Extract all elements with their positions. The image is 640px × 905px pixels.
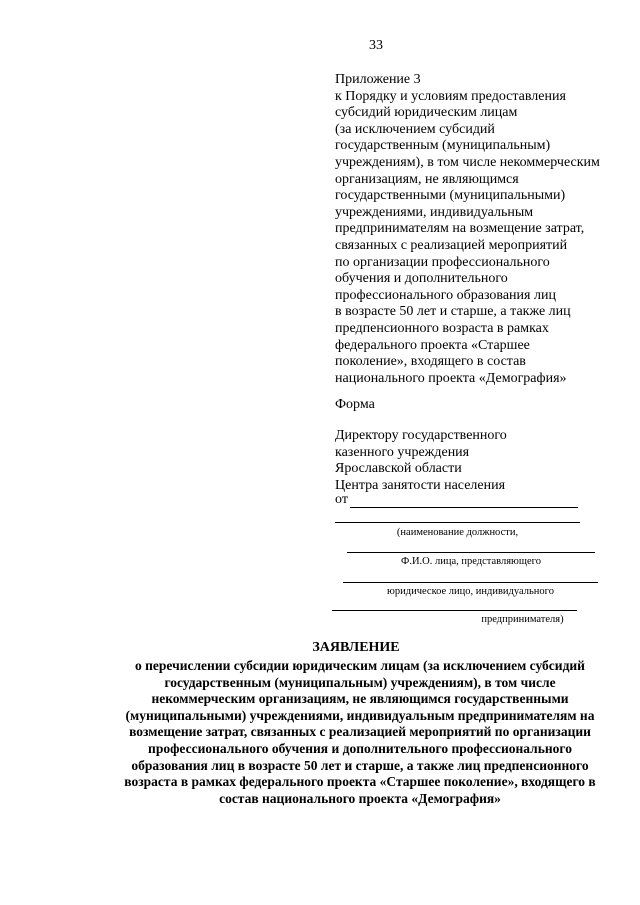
subject-line: о перечислении субсидии юридическим лицам (за исключением субсидий bbox=[135, 658, 585, 673]
appendix-line: в возрасте 50 лет и старше, а также лиц bbox=[335, 304, 571, 320]
blank-line-4 bbox=[332, 610, 577, 611]
caption-position: (наименование должности, bbox=[396, 527, 519, 538]
caption-entity: юридическое лицо, индивидуального bbox=[387, 586, 554, 597]
appendix-line: профессионального образования лиц bbox=[335, 287, 556, 303]
caption-name: Ф.И.О. лица, представляющего bbox=[401, 556, 541, 567]
subject-line: образования лиц в возрасте 50 лет и старше, а также лиц предпенсионного bbox=[131, 757, 589, 773]
subject-line: (муниципальными) учреждениями, индивидуальным предпринимателям на bbox=[125, 707, 595, 723]
appendix-line: (за исключением субсидий bbox=[335, 121, 495, 137]
appendix-line: учреждениями, индивидуальным bbox=[335, 204, 534, 220]
appendix-line: поколение», входящего в состав bbox=[335, 354, 526, 370]
caption-entrepreneur: предпринимателя) bbox=[481, 614, 564, 625]
blank-line-2 bbox=[347, 552, 595, 553]
appendix-line: федерального проекта «Старшее bbox=[335, 337, 530, 353]
appendix-line: предпринимателям на возмещение затрат, bbox=[335, 221, 585, 237]
subject-line: возраста в рамках федерального проекта «Старшее поколение», входящего в bbox=[124, 774, 596, 790]
appendix-line: организациям, не являющимся bbox=[335, 171, 519, 187]
appendix-line: предпенсионного возраста в рамках bbox=[335, 320, 549, 336]
subject-line: состав национального проекта «Демография» bbox=[219, 790, 501, 806]
appendix-line: государственными (муниципальными) bbox=[335, 188, 566, 204]
appendix-line: связанных с реализацией мероприятий bbox=[335, 237, 568, 253]
subject-line: некоммерческим организациям, не являющимся государственными bbox=[151, 691, 569, 707]
document-subject bbox=[110, 658, 610, 807]
appendix-line: государственным (муниципальным) bbox=[335, 138, 551, 154]
appendix-line: субсидий юридическим лицам bbox=[335, 105, 518, 121]
subject-line: возмещение затрат, связанных с реализацией мероприятий по организации bbox=[129, 724, 591, 740]
form-label: Форма bbox=[335, 397, 375, 412]
appendix-header bbox=[335, 72, 625, 387]
blank-line-1 bbox=[335, 522, 580, 523]
subject-line: профессионального обучения и дополнительного профессионального bbox=[148, 740, 572, 756]
addressee-line: Ярославской области bbox=[335, 461, 462, 477]
appendix-line: обучения и дополнительного bbox=[335, 271, 508, 287]
appendix-line: национального проекта «Демография» bbox=[335, 370, 567, 386]
appendix-line: Приложение 3 bbox=[335, 72, 421, 87]
appendix-line: к Порядку и условиям предоставления bbox=[335, 88, 566, 104]
from-label: от bbox=[335, 492, 348, 507]
addressee-line: Директору государственного bbox=[335, 428, 507, 443]
page-number: 33 bbox=[369, 38, 383, 53]
subject-line: государственным (муниципальным) учреждениям), в том числе bbox=[164, 674, 556, 690]
addressee-block bbox=[335, 428, 625, 494]
addressee-line: казенного учреждения bbox=[335, 444, 470, 460]
appendix-line: по организации профессионального bbox=[335, 254, 550, 270]
from-underline bbox=[350, 507, 578, 508]
blank-line-3 bbox=[343, 582, 598, 583]
addressee-line: Центра занятости населения bbox=[335, 477, 506, 493]
document-title: ЗАЯВЛЕНИЕ bbox=[312, 640, 400, 655]
appendix-line: учреждениям), в том числе некоммерческим bbox=[335, 154, 600, 170]
